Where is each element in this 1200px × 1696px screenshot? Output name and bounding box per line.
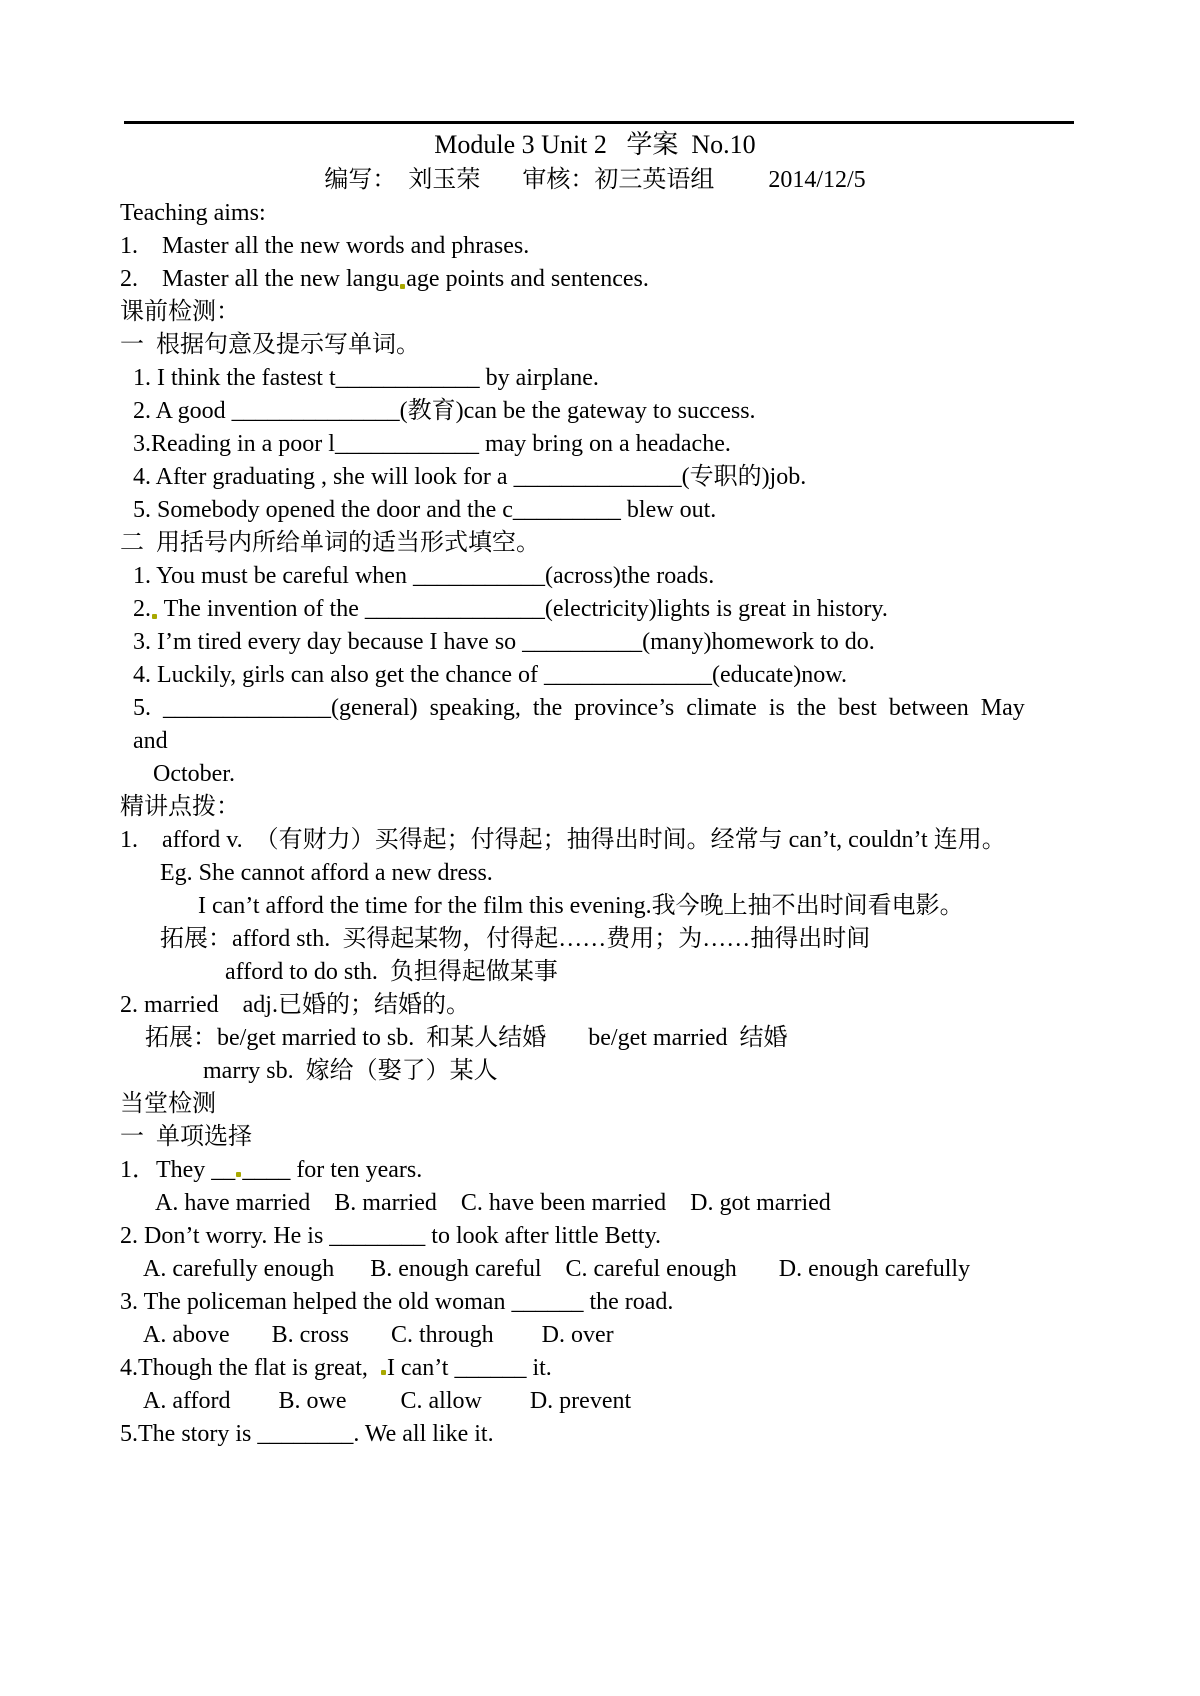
pretest-part2-q4: 4. Luckily, girls can also get the chance of ______________(educate)now. <box>133 662 847 688</box>
header-rule <box>124 121 1074 124</box>
keypoints-item-1-example-1: Eg. She cannot afford a new dress. <box>160 860 493 886</box>
teaching-aims-item-2-text: 2. Master all the new langu <box>120 266 400 292</box>
pretest-heading: 课前检测： <box>120 299 240 325</box>
teaching-aims-item-2-text-cont: age points and sentences. <box>406 266 649 292</box>
artifact-dot-icon <box>381 1370 386 1375</box>
classtest-heading: 当堂检测 <box>120 1091 216 1117</box>
classtest-q4-text-cont: I can’t ______ it. <box>386 1355 552 1381</box>
pretest-part1-q5: 5. Somebody opened the door and the c_________ blew out. <box>133 497 717 523</box>
keypoints-item-1: 1. afford v. （有财力）买得起；付得起；抽得出时间。经常与 can’t, couldn’t 连用。 <box>120 827 1006 853</box>
classtest-subheading: 一 单项选择 <box>120 1124 252 1150</box>
artifact-dot-icon <box>236 1172 241 1177</box>
classtest-q1-text-cont: ____ for ten years. <box>242 1157 423 1183</box>
pretest-part1-q1: 1. I think the fastest t____________ by airplane. <box>133 365 599 391</box>
classtest-q4-options: A. afford B. owe C. allow D. prevent <box>143 1388 632 1414</box>
pretest-part2-q3: 3. I’m tired every day because I have so __________(many)homework to do. <box>133 629 875 655</box>
classtest-q4-text: 4.Though the flat is great, <box>120 1355 380 1381</box>
pretest-part2-q5-line2: October. <box>153 761 235 787</box>
pretest-part1-q2: 2. A good ______________(教育)can be the gateway to success. <box>133 398 756 424</box>
artifact-dot-icon <box>152 614 157 619</box>
pretest-part2-q2-text: The invention of the _______________(electricity)lights is great in history. <box>158 596 888 622</box>
pretest-part1-q4: 4. After graduating , she will look for a ______________(专职的)job. <box>133 464 807 490</box>
artifact-dot-icon <box>400 284 405 289</box>
keypoints-item-1-extension-1: 拓展：afford sth. 买得起某物，付得起……费用；为……抽得出时间 <box>160 926 871 952</box>
classtest-q3: 3. The policeman helped the old woman ______ the road. <box>120 1289 674 1315</box>
pretest-part2-q2 <box>120 593 1070 626</box>
classtest-q3-options: A. above B. cross C. through D. over <box>143 1322 614 1348</box>
classtest-q1-text: 1．They __ <box>120 1157 236 1183</box>
worksheet-content <box>120 127 1070 1451</box>
classtest-q1 <box>120 1154 1070 1187</box>
classtest-q2: 2. Don’t worry. He is ________ to look after little Betty. <box>120 1223 662 1249</box>
teaching-aims-item-2 <box>120 263 1070 296</box>
keypoints-item-2-extension-1: 拓展：be/get married to sb. 和某人结婚 be/get married 结婚 <box>145 1025 788 1051</box>
keypoints-heading: 精讲点拨： <box>120 794 240 820</box>
pretest-part1-q3: 3.Reading in a poor l____________ may bring on a headache. <box>133 431 731 457</box>
byline: 编写： 刘玉荣 审核：初三英语组 2014/12/5 <box>324 167 866 193</box>
pretest-part2-q1: 1. You must be careful when ___________(across)the roads. <box>133 563 715 589</box>
keypoints-item-2: 2. married adj.已婚的；结婚的。 <box>120 992 470 1018</box>
pretest-part2-q5-line1: 5. ______________(general) speaking, the province’s climate is the best between May and <box>133 695 1037 754</box>
keypoints-item-1-example-2: I can’t afford the time for the film this evening.我今晚上抽不出时间看电影。 <box>198 893 964 919</box>
classtest-q2-options: A. carefully enough B. enough careful C. careful enough D. enough carefully <box>143 1256 971 1282</box>
classtest-q5: 5.The story is ________. We all like it. <box>120 1421 494 1447</box>
keypoints-item-1-extension-2: afford to do sth. 负担得起做某事 <box>225 959 558 985</box>
pretest-part1-heading: 一 根据句意及提示写单词。 <box>120 332 420 358</box>
classtest-q4 <box>120 1352 1070 1385</box>
pretest-part2-q2-num: 2. <box>133 596 151 622</box>
teaching-aims-heading: Teaching aims: <box>120 200 266 226</box>
pretest-part2-heading: 二 用括号内所给单词的适当形式填空。 <box>120 530 540 556</box>
keypoints-item-2-extension-2: marry sb. 嫁给（娶了）某人 <box>203 1058 498 1084</box>
classtest-q1-options: A. have married B. married C. have been married D. got married <box>155 1190 831 1216</box>
teaching-aims-item-1: 1. Master all the new words and phrases. <box>120 233 530 259</box>
page-title: Module 3 Unit 2 学案 No.10 <box>434 130 756 159</box>
